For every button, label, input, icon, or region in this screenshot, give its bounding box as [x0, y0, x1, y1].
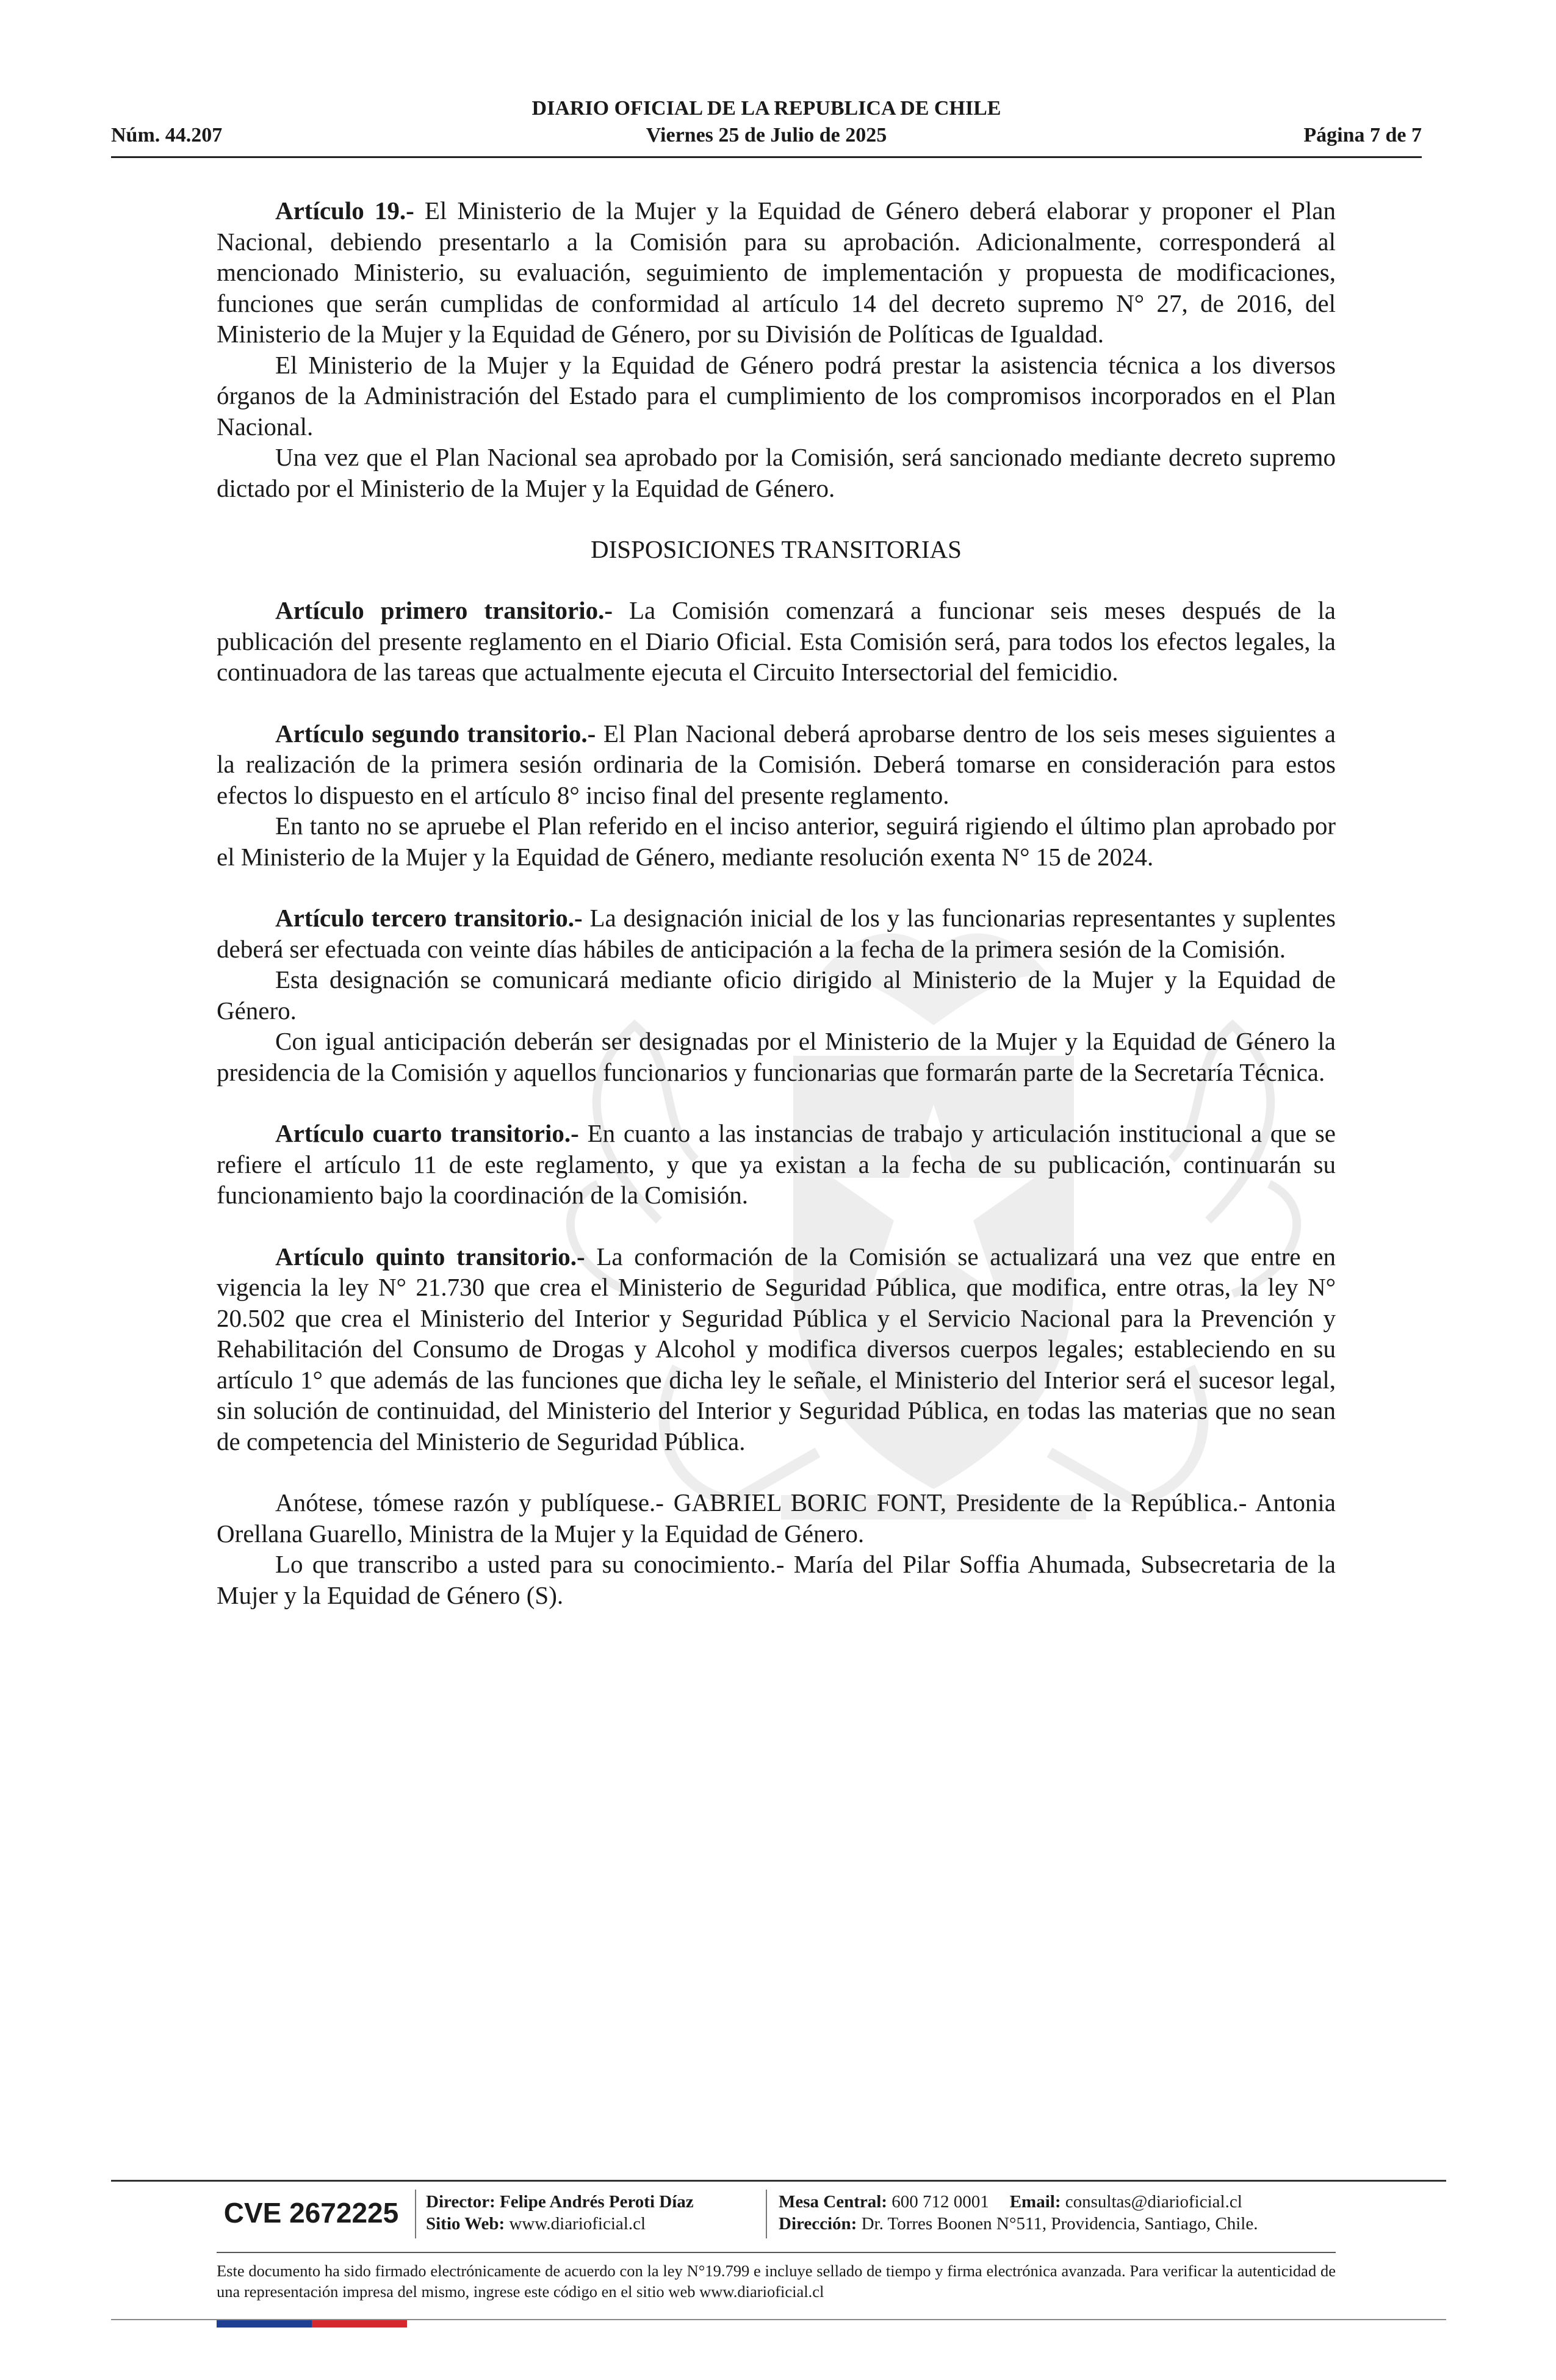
article-quinto-paragraph: Artículo quinto transitorio.- La conformación de la Comisión se actualizará una vez que entre en vigencia la ley N° 21.730 que crea el Ministerio de Seguridad Pública, que modifica, entre otras, la ley N° 20.502 que crea el Ministerio del Interior y Seguridad Pública y el Servicio Nacional para la Prevención y Rehabilitación del Consumo de Drogas y Alcohol y modifica diversos cuerpos legales; estableciendo en su artículo 1° que además de las funciones que dicha ley le señale, el Ministerio del Interior será el sucesor legal, sin solución de continuidad, del Ministerio del Interior y Seguridad Pública, en todas las materias que no sean de competencia del Ministerio de Seguridad Pública. — [217, 1242, 1336, 1455]
footer-column-divider — [766, 2190, 767, 2238]
article-label: Artículo tercero transitorio.- — [275, 904, 583, 932]
article-label: Artículo quinto transitorio.- — [275, 1242, 585, 1271]
page-number: Página 7 de 7 — [1303, 124, 1422, 146]
email-label: Email: — [1009, 2192, 1061, 2212]
cve-code: CVE 2672225 — [223, 2197, 399, 2229]
director-label: Director: — [426, 2192, 495, 2212]
website-line — [426, 2213, 694, 2235]
article-19-paragraph: Artículo 19.- El Ministerio de la Mujer y la Equidad de Género deberá elaborar y proponer el Plan Nacional, debiendo presentarlo a la Comisión para su aprobación. Adicionalmente, corresponderá al mencionado Ministerio, su evaluación, seguimiento de implementación y propuesta de modificaciones, funciones que serán cumplidas de conformidad al artículo 14 del decreto supremo N° 27, de 2016, del Ministerio de la Mujer y la Equidad de Género, por su División de Políticas de Igualdad. — [217, 197, 1336, 348]
closing-transcription: Lo que transcribo a usted para su conocimiento.- María del Pilar Soffia Ahumada, Subsecretaria de la Mujer y la Equidad de Género (S). — [217, 1550, 1336, 1609]
article-19-paragraph-2: El Ministerio de la Mujer y la Equidad de Género podrá prestar la asistencia técnica a los diversos órganos de la Administración del Estado para el cumplimiento de los compromisos incorporados en el Plan Nacional. — [217, 350, 1336, 441]
article-segundo-paragraph-2: En tanto no se apruebe el Plan referido en el inciso anterior, seguirá rigiendo el último plan aprobado por el Ministerio de la Mujer y la Equidad de Género, mediante resolución exenta N° 15 de 2024. — [217, 812, 1336, 871]
contact-line — [779, 2191, 1258, 2213]
footer-divider-middle — [217, 2252, 1336, 2253]
article-19-paragraph-3: Una vez que el Plan Nacional sea aprobado por la Comisión, será sancionado mediante decreto supremo dictado por el Ministerio de la Mujer y la Equidad de Género. — [217, 443, 1336, 502]
article-tercero-paragraph: Artículo tercero transitorio.- La designación inicial de los y las funcionarias representantes y suplentes deberá ser efectuada con veinte días hábiles de anticipación a la fecha de la primera sesión de la Comisión. — [217, 904, 1336, 963]
flag-color-bar — [217, 2320, 407, 2328]
phone-number: 600 712 0001 — [891, 2192, 989, 2212]
director-line — [426, 2191, 694, 2213]
article-segundo-paragraph: Artículo segundo transitorio.- El Plan Nacional deberá aprobarse dentro de los seis meses siguientes a la realización de la primera sesión ordinaria de la Comisión. Deberá tomarse en consideración para estos efectos lo dispuesto en el artículo 8° inciso final del presente reglamento. — [217, 719, 1336, 809]
address-line — [779, 2213, 1258, 2235]
legal-notice: Este documento ha sido firmado electrónicamente de acuerdo con la ley N°19.799 e incluye sellado de tiempo y firma electrónica avanzada. Para verificar la autenticidad de una representación impresa del mismo, ingrese este código en el sitio web www.diarioficial.cl — [217, 2262, 1336, 2301]
footer-column-divider — [415, 2190, 416, 2238]
section-heading: DISPOSICIONES TRANSITORIAS — [591, 535, 962, 563]
article-label: Artículo 19.- — [275, 197, 414, 225]
article-tercero-paragraph-2: Esta designación se comunicará mediante oficio dirigido al Ministerio de la Mujer y la Equidad de Género. — [217, 965, 1336, 1025]
footer-contact-column — [779, 2191, 1258, 2235]
page-header — [111, 96, 1422, 164]
publication-date: Viernes 25 de Julio de 2025 — [646, 124, 887, 146]
issue-number: Núm. 44.207 — [111, 124, 223, 146]
closing-signatures: Anótese, tómese razón y publíquese.- GABRIEL BORIC FONT, Presidente de la República.- Antonia Orellana Guarello, Ministra de la Mujer y la Equidad de Género. — [217, 1488, 1336, 1548]
footer-divider-top — [111, 2180, 1446, 2182]
footer-director-column — [426, 2191, 694, 2235]
article-label: Artículo segundo transitorio.- — [275, 719, 596, 748]
article-tercero-paragraph-3: Con igual anticipación deberán ser designadas por el Ministerio de la Mujer y la Equidad de Género la presidencia de la Comisión y aquellos funcionarios y funcionarias que formarán parte de la Secretaría Técnica. — [217, 1027, 1336, 1086]
article-label: Artículo cuarto transitorio.- — [275, 1119, 579, 1147]
flag-blue-segment — [217, 2320, 312, 2328]
address-text: Dr. Torres Boonen N°511, Providencia, Santiago, Chile. — [861, 2214, 1258, 2234]
flag-red-segment — [312, 2320, 407, 2328]
article-cuarto-paragraph: Artículo cuarto transitorio.- En cuanto a las instancias de trabajo y articulación institucional a que se refiere el artículo 11 de este reglamento, y que ya existan a la fecha de su publicación, continuarán su funcionamiento bajo la coordinación de la Comisión. — [217, 1119, 1336, 1209]
article-label: Artículo primero transitorio.- — [275, 596, 613, 624]
email-link[interactable]: consultas@diarioficial.cl — [1065, 2192, 1242, 2212]
document-body — [217, 195, 1336, 1610]
website-link[interactable]: www.diarioficial.cl — [509, 2214, 646, 2234]
website-label: Sitio Web: — [426, 2214, 505, 2234]
address-label: Dirección: — [779, 2214, 857, 2234]
article-primero-paragraph: Artículo primero transitorio.- La Comisión comenzará a funcionar seis meses después de la publicación del presente reglamento en el Diario Oficial. Esta Comisión será, para todos los efectos legales, la continuadora de las tareas que actualmente ejecuta el Circuito Intersectorial del femicidio. — [217, 596, 1336, 686]
publication-title: DIARIO OFICIAL DE LA REPUBLICA DE CHILE — [531, 97, 1001, 120]
director-name: Felipe Andrés Peroti Díaz — [500, 2192, 694, 2212]
phone-label: Mesa Central: — [779, 2192, 887, 2212]
header-divider — [111, 156, 1422, 158]
